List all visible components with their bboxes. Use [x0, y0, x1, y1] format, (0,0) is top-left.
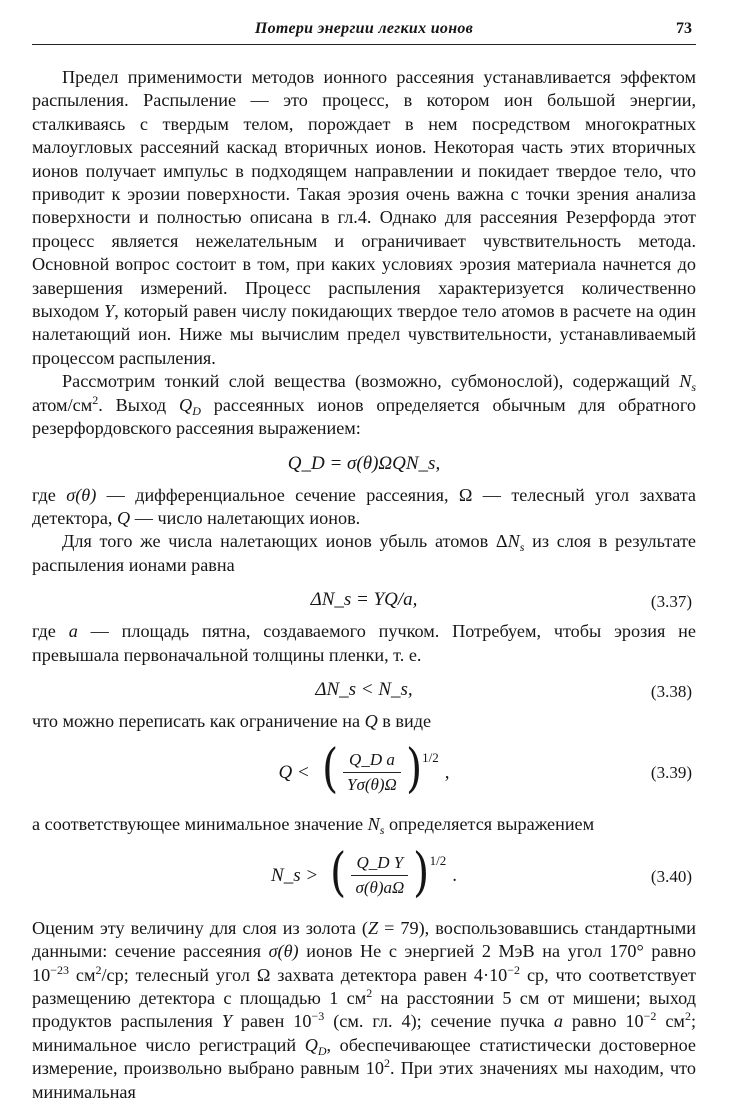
ns-symbol: N	[679, 371, 692, 392]
equation-3-40-numerator: Q_D Y	[356, 853, 404, 873]
equation-3-40-label: (3.40)	[650, 866, 692, 886]
p8-text-f: ср, что соответствует размещению детектора с площадью 1 см	[32, 964, 697, 1008]
header-rule	[32, 44, 696, 45]
p8-text-a: Оценим эту величину для слоя из золота (	[32, 917, 368, 938]
equation-3-39-denominator: Yσ(θ)Ω	[343, 772, 401, 795]
paragraph-minimum	[32, 813, 696, 836]
equation-3-37-text: ΔN_s = YQ/a,	[310, 589, 418, 611]
paragraph-loss	[32, 530, 696, 577]
p1-text: Предел применимости методов ионного рассеяния устанавливается эффектом распыления. Распыление — это процесс, в котором ион большой энергии, сталкиваясь с твердым телом, порождает в нем посредством многократных малоугловых рассеяний каскад вторичных ионов. Некоторая часть этих вторичных ионов получает импульс в подходящем направлении и покидает твердое тело, что приводит к эрозии поверхности. Такая эрозия очень важна с точки зрения анализа поверхности и полностью описана в гл.4. Однако для рассеяния Резерфорда этот процесс является нежелательным и ограничивает чувствительность метода. Основной вопрос состоит в том, при каких условиях эрозия материала начнется до завершения измерений. Процесс распыления характеризуется количественно выходом	[32, 67, 696, 322]
exp-minus-23: −23	[50, 962, 69, 977]
p5-text-a: где	[32, 621, 69, 642]
p6-text-a: что можно переписать как ограничение на	[32, 710, 365, 731]
equation-3-40-formula	[32, 843, 696, 909]
left-paren-icon: (	[321, 739, 339, 800]
p2-text-d: рассеянных ионов определяется обычным для обратного резерфордовского рассеяния выражением:	[32, 394, 696, 439]
equation-3-37	[32, 582, 696, 616]
p2-text-c: . Выход	[98, 394, 180, 415]
equation-3-39-fraction	[343, 750, 401, 795]
running-header	[32, 20, 696, 42]
exp-minus-2-b: −2	[643, 1009, 657, 1024]
equation-3-38-text: ΔN_s < N_s,	[315, 678, 413, 700]
equation-3-37-label: (3.37)	[650, 592, 692, 612]
delta-ns-subscript: s	[519, 540, 525, 555]
paragraph-definitions	[32, 484, 696, 531]
p8-text-n: . При этих значениях мы находим, что минимальная	[32, 1058, 696, 1102]
paragraph-spot-area	[32, 620, 696, 667]
a-beam-symbol: a	[553, 1011, 563, 1032]
paragraph-sputtering	[32, 66, 696, 370]
equation-3-40-tail: .	[452, 865, 457, 887]
p8-text-j: равно 10	[562, 1011, 644, 1032]
p7-text-a: а соответствующее минимальное значение	[32, 814, 368, 835]
p8-text-h: равен 10	[231, 1011, 312, 1032]
sigma-theta-symbol: σ(θ)	[268, 941, 299, 962]
paragraph-gold-estimate	[32, 917, 696, 1104]
sigma-symbol: σ(θ)	[66, 484, 97, 505]
cm2-superscript-b: 2	[366, 985, 373, 1000]
p3-text-c: — число налетающих ионов.	[130, 507, 361, 528]
p6-text-b: в виде	[377, 710, 432, 731]
qd-min-symbol: Q	[304, 1034, 318, 1055]
ns-subscript: s	[691, 380, 696, 395]
equation-3-39-label: (3.39)	[650, 763, 692, 783]
paragraph-rewrite	[32, 710, 696, 733]
p2-text-b: атом/см	[32, 394, 93, 415]
equation-3-39	[32, 739, 696, 805]
p4-text-b: из слоя в результате распыления ионами равна	[32, 531, 696, 575]
equation-3-39-formula	[32, 739, 696, 805]
p4-text-a: Для того же числа налетающих ионов убыль атомов Δ	[62, 531, 508, 552]
p8-text-e: /ср; телесный угол Ω захвата детектора равен 4·10	[101, 964, 508, 985]
equation-qd-text: Q_D = σ(θ)ΩQN_s,	[287, 452, 441, 474]
equation-3-39-power: 1/2	[422, 749, 439, 765]
page-number: 73	[676, 20, 692, 37]
p3-text-b: — дифференциальное сечение рассеяния, Ω — телесный угол захвата детектора,	[32, 484, 696, 528]
ten-squared-superscript: 2	[383, 1056, 390, 1071]
equation-3-40-fraction	[351, 853, 408, 898]
qd-subscript: D	[192, 403, 201, 418]
q-symbol: Q	[117, 507, 131, 528]
equation-3-38-label: (3.38)	[650, 681, 692, 701]
equation-3-38	[32, 672, 696, 706]
yield-symbol: Y	[104, 301, 115, 322]
p1-end-text: , который равен числу покидающих твердое тело атомов в расчете на один налетающий ион. Ниже мы вычислим предел чувствительности, устанавливаемый процессом распыления.	[32, 301, 696, 368]
equation-3-40	[32, 843, 696, 909]
equation-3-40-denominator: σ(θ)aΩ	[351, 875, 408, 898]
y-symbol: Y	[221, 1011, 232, 1032]
equation-qd	[32, 446, 696, 480]
running-title: Потери энергии легких ионов	[254, 20, 474, 37]
equation-3-40-lhs: N_s >	[271, 865, 319, 887]
equation-3-37-formula	[32, 588, 696, 611]
ns-min-subscript: s	[379, 823, 385, 838]
a-symbol: a	[68, 621, 78, 642]
qd-symbol: Q	[179, 394, 193, 415]
p8-text-b: = 79), воспользовавшись стандартными данными: сечение рассеяния	[32, 917, 696, 962]
left-paren-icon: (	[330, 842, 347, 903]
right-paren-icon: )	[413, 842, 430, 903]
p8-text-l: ; минимальное число регистраций	[32, 1011, 697, 1055]
right-paren-icon: )	[405, 739, 423, 800]
p3-text-a: где	[32, 484, 67, 505]
exp-minus-3: −3	[311, 1009, 325, 1024]
delta-ns-symbol: N	[507, 531, 520, 552]
exp-minus-2-a: −2	[507, 962, 521, 977]
p2-text-a: Рассмотрим тонкий слой вещества (возможно, субмонослой), содержащий	[62, 371, 680, 392]
p8-text-c: ионов Не с энергией 2 МэВ на угол 170° равно 10	[32, 941, 696, 985]
p8-text-g: на расстоянии 5 см от мишени; выход продуктов распыления	[32, 987, 696, 1032]
equation-3-39-tail: ,	[444, 761, 450, 783]
equation-3-40-power: 1/2	[429, 853, 447, 869]
p5-text-b: — площадь пятна, создаваемого пучком. Потребуем, чтобы эрозия не превышала первоначальной толщины пленки, т. е.	[32, 621, 696, 665]
p8-text-k: см	[656, 1011, 685, 1032]
equation-3-38-formula	[32, 678, 696, 701]
cm2-superscript-a: 2	[95, 962, 102, 977]
p8-text-d: см	[68, 964, 96, 985]
page-body	[32, 66, 696, 1104]
equation-3-39-numerator: Q_D a	[349, 749, 395, 769]
p8-text-i: (см. гл. 4); сечение пучка	[324, 1011, 554, 1032]
equation-qd-formula	[32, 452, 696, 475]
paragraph-thin-layer	[32, 370, 696, 440]
z-symbol: Z	[367, 917, 379, 938]
cm2-superscript-c: 2	[684, 1009, 691, 1024]
qd-min-subscript: D	[317, 1043, 327, 1058]
p8-text-m: , обеспечивающее статистически достоверное измерение, произвольно выбрано равным 10	[32, 1034, 696, 1079]
equation-3-39-lhs: Q <	[278, 761, 310, 783]
q-limit-symbol: Q	[364, 710, 378, 731]
ns-min-symbol: N	[367, 814, 380, 835]
p7-text-b: определяется выражением	[384, 814, 595, 835]
p2-superscript: 2	[92, 392, 99, 407]
